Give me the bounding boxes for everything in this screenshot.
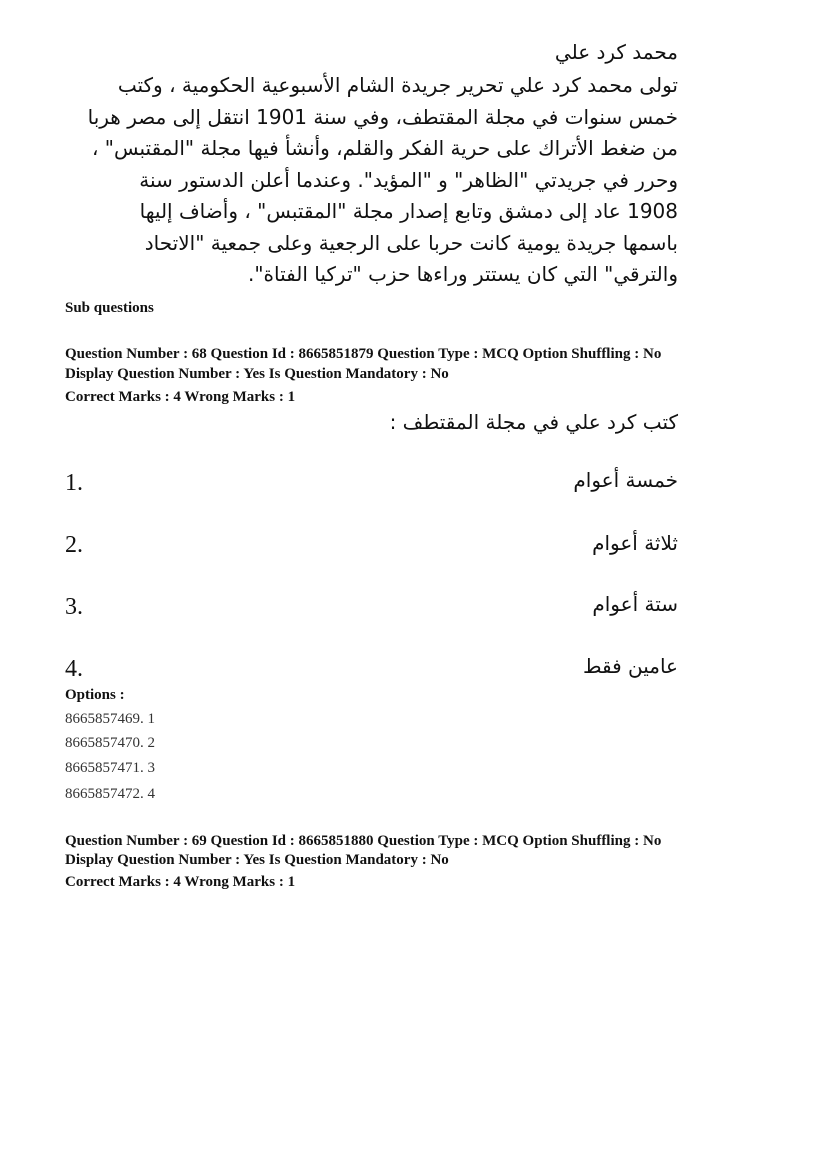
q68-marks: Correct Marks : 4 Wrong Marks : 1	[65, 389, 296, 405]
q69-meta-line1: Question Number : 69 Question Id : 8665851880 Question Type : MCQ Option Shuffling : No	[65, 833, 662, 849]
sub-questions-label: Sub questions	[65, 300, 154, 316]
option-id: 8665857471. 3	[65, 760, 155, 776]
choice-number: 3.	[65, 594, 83, 620]
choice-number: 1.	[65, 470, 83, 496]
passage-line: وحرر في جريدتي "الظاهر" و "المؤيد". وعندما أعلن الدستور سنة	[139, 167, 678, 192]
choice-text: ستة أعوام	[592, 592, 678, 616]
q68-meta-line2: Display Question Number : Yes Is Question Mandatory : No	[65, 366, 449, 382]
passage-line: باسمها جريدة يومية كانت حربا على الرجعية وعلى جمعية "الاتحاد	[144, 230, 678, 255]
q69-marks: Correct Marks : 4 Wrong Marks : 1	[65, 874, 296, 890]
passage-title: محمد كرد علي	[554, 40, 678, 64]
options-label: Options :	[65, 687, 125, 703]
choice-number: 4.	[65, 656, 83, 682]
q68-meta-line1: Question Number : 68 Question Id : 8665851879 Question Type : MCQ Option Shuffling : No	[65, 346, 662, 362]
choice-number: 2.	[65, 532, 83, 558]
passage-line: من ضغط الأتراك على حرية الفكر والقلم، وأنشأ فيها مجلة "المقتبس" ،	[91, 136, 678, 160]
passage-line: 1908 عاد إلى دمشق وتابع إصدار مجلة "المقتبس" ، وأضاف إليها	[139, 199, 678, 223]
choice-text: ثلاثة أعوام	[592, 531, 678, 555]
passage-line: خمس سنوات في مجلة المقتطف، وفي سنة 1901 انتقل إلى مصر هربا	[87, 104, 678, 129]
q69-meta-line2: Display Question Number : Yes Is Question Mandatory : No	[65, 852, 449, 868]
option-id: 8665857470. 2	[65, 735, 155, 751]
passage-line: والترقي" التي كان يستتر وراءها حزب "تركيا الفتاة".	[247, 262, 678, 286]
option-id: 8665857472. 4	[65, 786, 155, 802]
passage-body	[60, 70, 678, 291]
option-id: 8665857469. 1	[65, 711, 155, 727]
q68-question-text: كتب كرد علي في مجلة المقتطف :	[389, 410, 678, 434]
passage-line: تولى محمد كرد علي تحرير جريدة الشام الأسبوعية الحكومية ، وكتب	[117, 73, 678, 97]
choice-text: خمسة أعوام	[573, 468, 678, 492]
choice-text: عامين فقط	[582, 654, 678, 678]
